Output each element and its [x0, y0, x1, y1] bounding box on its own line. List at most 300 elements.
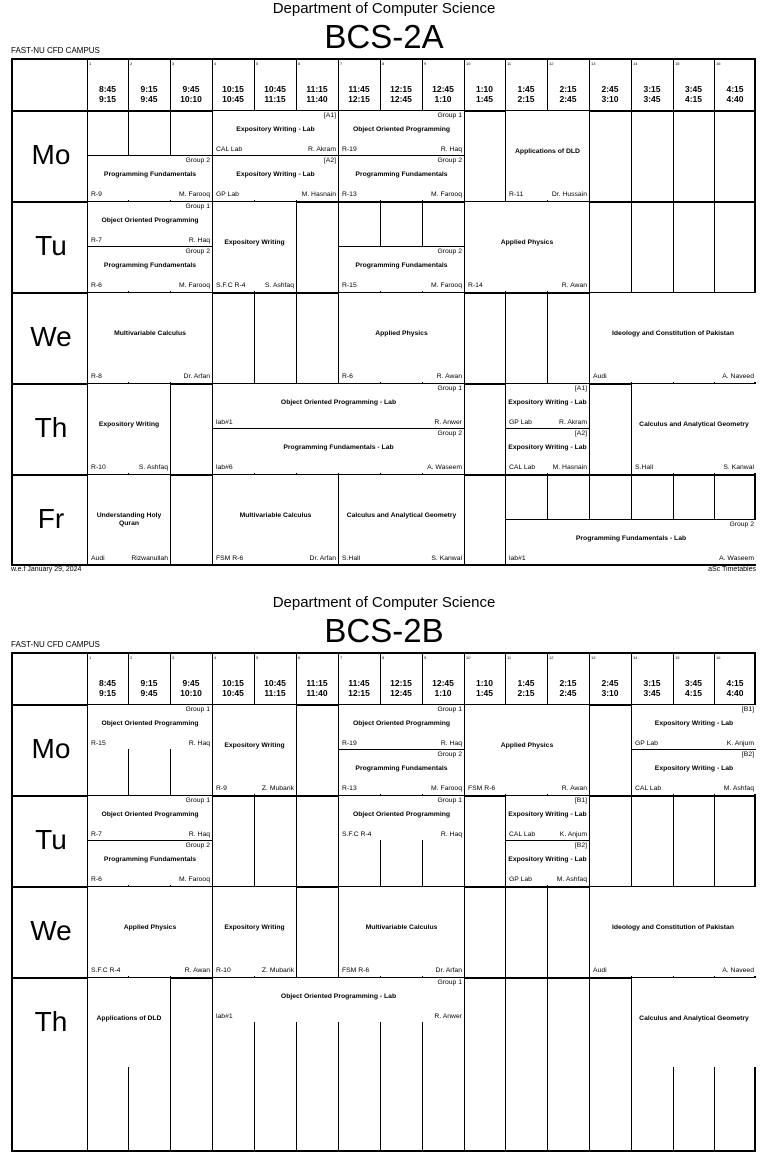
lesson-separator [88, 155, 212, 156]
grid-column-line [296, 654, 297, 1150]
lesson-subject: Ideology and Constitution of Pakistan [612, 924, 734, 931]
lesson-cell[interactable] [88, 978, 170, 1067]
lesson-cell[interactable] [506, 841, 589, 885]
lesson-group: [A1] [323, 112, 336, 119]
lesson-subject: Ideology and Constitution of Pakistan [612, 330, 734, 337]
class-title: BCS-2B [324, 612, 444, 649]
period-number: 12 [549, 655, 554, 660]
lesson-cell[interactable] [339, 750, 464, 794]
lesson-group: Group 2 [185, 842, 210, 849]
period-start: 4:15 [726, 84, 744, 94]
lesson-subject: Programming Fundamentals [103, 170, 197, 178]
lesson-teacher: S. Kanwal [431, 555, 462, 562]
lesson-cell[interactable] [590, 293, 756, 382]
lesson-room: R-7 [91, 831, 102, 838]
lesson-teacher: R. Anwer [434, 1013, 462, 1020]
lesson-subject: Calculus and Analytical Geometry [639, 1015, 749, 1022]
lesson-cell[interactable] [88, 475, 170, 564]
lesson-teacher: R. Awan [561, 785, 587, 792]
lesson-cell[interactable] [88, 156, 212, 200]
period-number: 6 [298, 61, 301, 66]
lesson-group: Group 1 [437, 112, 462, 119]
lesson-teacher: S. Ashfaq [138, 464, 168, 471]
lesson-subject: Expository Writing - Lab [508, 855, 587, 863]
period-number: 14 [633, 655, 638, 660]
period-start: 10:45 [264, 678, 286, 688]
period-start: 3:45 [684, 678, 702, 688]
lesson-room: GP Lab [509, 876, 532, 883]
lesson-cell[interactable] [88, 841, 212, 885]
lesson-subject: Object Oriented Programming [101, 216, 199, 224]
lesson-room: FSM R-6 [468, 785, 496, 792]
period-start: 9:15 [140, 678, 158, 688]
lesson-subject: Programming Fundamentals - Lab [575, 534, 687, 542]
lesson-teacher: K. Anjum [559, 831, 587, 838]
lesson-separator [339, 749, 464, 750]
lesson-cell[interactable] [339, 111, 464, 155]
department-title: Department of Computer Science [272, 0, 496, 17]
lesson-cell[interactable] [339, 475, 464, 564]
lesson-group: Group 1 [437, 706, 462, 713]
lesson-subject: Object Oriented Programming - Lab [280, 992, 397, 1000]
lesson-subject: Programming Fundamentals [355, 764, 448, 772]
lesson-cell[interactable] [506, 520, 756, 564]
lesson-cell[interactable] [339, 293, 464, 382]
lesson-cell[interactable] [88, 887, 212, 976]
lesson-teacher: R. Haq [188, 831, 210, 838]
lesson-room: lab#1 [216, 1013, 233, 1020]
period-number: 13 [591, 61, 596, 66]
lesson-teacher: Dr. Arfan [183, 373, 210, 380]
period-number: 6 [298, 655, 301, 660]
lesson-group: Group 1 [185, 203, 210, 210]
lesson-room: S.F.C R-4 [216, 282, 246, 289]
period-end: 2:15 [517, 688, 535, 698]
period-end: 1:45 [475, 688, 493, 698]
lesson-room: GP Lab [216, 191, 239, 198]
period-end: 12:45 [390, 688, 412, 698]
lesson-cell[interactable] [339, 156, 464, 200]
lesson-subject: Expository Writing - Lab [654, 719, 734, 727]
period-end: 11:40 [306, 94, 328, 104]
lesson-teacher: M. Hasnain [552, 464, 587, 471]
lesson-group: Group 2 [437, 430, 462, 437]
day-label: Mo [31, 732, 71, 764]
period-start: 10:45 [264, 84, 286, 94]
period-end: 3:10 [601, 94, 619, 104]
day-label: Mo [31, 138, 71, 170]
period-start: 2:45 [601, 678, 619, 688]
lesson-teacher: R. Anwer [434, 419, 462, 426]
lesson-separator [506, 840, 589, 841]
lesson-cell[interactable] [632, 705, 756, 749]
period-number: 5 [256, 61, 259, 66]
period-end: 12:45 [390, 94, 412, 104]
lesson-cell[interactable] [339, 796, 464, 840]
effective-date: w.e.f January 29, 2024 [11, 566, 82, 573]
lesson-room: R-15 [342, 282, 357, 289]
period-start: 8:45 [98, 84, 116, 94]
lesson-subject: Programming Fundamentals [355, 170, 448, 178]
lesson-teacher: Dr. Hussain [551, 191, 587, 198]
lesson-room: GP Lab [635, 740, 658, 747]
lesson-group: Group 1 [437, 979, 462, 986]
lesson-subject: Calculus and Analytical Geometry [346, 512, 457, 519]
lesson-separator [632, 749, 756, 750]
day-label: We [30, 914, 72, 946]
day-label: Fr [37, 502, 65, 534]
lesson-group: Group 2 [437, 248, 462, 255]
lesson-room: R-7 [91, 237, 102, 244]
lesson-cell[interactable] [339, 247, 464, 291]
grid-column-line [464, 60, 465, 564]
lesson-room: CAL Lab [509, 831, 536, 838]
lesson-group: Group 2 [437, 751, 462, 758]
lesson-group: Group 1 [437, 385, 462, 392]
lesson-subject: Programming Fundamentals [355, 261, 448, 269]
lesson-subject: Expository Writing - Lab [508, 810, 587, 818]
lesson-cell[interactable] [88, 384, 170, 473]
period-start: 1:10 [475, 678, 493, 688]
period-end: 9:45 [140, 688, 158, 698]
lesson-cell[interactable] [88, 293, 212, 382]
period-end: 12:15 [348, 688, 370, 698]
lesson-teacher: R. Haq [440, 831, 462, 838]
lesson-subject: Object Oriented Programming [352, 810, 451, 818]
period-end: 12:15 [348, 94, 370, 104]
period-number: 8 [382, 61, 385, 66]
lesson-room: FSM R-6 [342, 967, 370, 974]
lesson-cell[interactable] [213, 156, 338, 200]
lesson-cell[interactable] [506, 384, 589, 428]
period-end: 4:40 [726, 94, 744, 104]
lesson-cell[interactable] [465, 705, 589, 794]
lesson-room: R-8 [91, 373, 102, 380]
lesson-room: CAL Lab [635, 785, 662, 792]
lesson-cell[interactable] [213, 384, 464, 428]
lesson-cell[interactable] [88, 796, 212, 840]
period-start: 3:15 [643, 678, 661, 688]
period-start: 9:45 [182, 84, 200, 94]
period-number: 15 [675, 61, 680, 66]
period-start: 10:15 [222, 84, 244, 94]
lesson-group: Group 1 [185, 706, 210, 713]
period-number: 3 [172, 61, 175, 66]
lesson-teacher: R. Haq [440, 740, 462, 747]
period-end: 2:45 [559, 94, 577, 104]
lesson-teacher: S. Ashfaq [264, 282, 294, 289]
lesson-room: S.F.C R-4 [342, 831, 372, 838]
period-end: 4:40 [726, 688, 744, 698]
lesson-subject: Understanding Holy Quran [96, 512, 162, 527]
lesson-cell[interactable] [506, 796, 589, 840]
lesson-group: [A1] [574, 385, 587, 392]
lesson-cell[interactable] [339, 887, 464, 976]
class-title: BCS-2A [324, 18, 444, 55]
lesson-room: GP Lab [509, 419, 532, 426]
lesson-subject: Applied Physics [375, 330, 428, 337]
period-number: 10 [466, 655, 471, 660]
period-number: 2 [130, 655, 133, 660]
period-start: 1:45 [517, 84, 535, 94]
lesson-room: R-6 [91, 282, 102, 289]
lesson-room: Audi [91, 555, 105, 562]
lesson-teacher: M. Farooq [431, 191, 462, 198]
period-start: 11:15 [306, 678, 328, 688]
lesson-teacher: M. Ashfaq [723, 785, 754, 792]
period-end: 9:45 [140, 94, 158, 104]
lesson-teacher: S. Kanwal [723, 464, 754, 471]
lesson-cell[interactable] [506, 111, 589, 200]
lesson-subject: Object Oriented Programming [101, 810, 199, 818]
lesson-cell[interactable] [632, 384, 756, 473]
period-number: 11 [507, 655, 512, 660]
lesson-subject: Multivariable Calculus [114, 330, 186, 337]
lesson-subject: Calculus and Analytical Geometry [639, 421, 749, 428]
lesson-room: S.F.C R-4 [91, 967, 121, 974]
lesson-teacher: R. Awan [184, 967, 210, 974]
lesson-cell[interactable] [339, 705, 464, 749]
period-number: 5 [256, 655, 259, 660]
day-label: Tu [35, 229, 67, 261]
lesson-room: Audi [593, 967, 607, 974]
lesson-separator [88, 840, 212, 841]
lesson-subject: Expository Writing - Lab [654, 764, 734, 772]
lesson-teacher: R. Akram [308, 146, 336, 153]
lesson-group: [B1] [574, 797, 587, 804]
period-number: 1 [89, 655, 92, 660]
lesson-teacher: M. Farooq [179, 876, 210, 883]
lesson-subject: Expository Writing - Lab [508, 398, 587, 406]
period-end: 1:10 [434, 94, 452, 104]
lesson-room: Audi [593, 373, 607, 380]
period-end: 2:15 [517, 94, 535, 104]
lesson-cell[interactable] [213, 705, 296, 794]
period-number: 4 [214, 61, 217, 66]
lesson-room: S.Hall [635, 464, 654, 471]
lesson-subject: Expository Writing - Lab [236, 170, 315, 178]
day-label: Th [34, 411, 68, 443]
period-number: 9 [424, 61, 427, 66]
lesson-subject: Applied Physics [500, 239, 554, 246]
lesson-group: [A2] [574, 430, 587, 437]
period-number: 15 [675, 655, 680, 660]
lesson-subject: Multivariable Calculus [239, 512, 312, 519]
lesson-subject: Expository Writing [224, 924, 285, 931]
lesson-teacher: Dr. Arfan [309, 555, 336, 562]
lesson-room: R-19 [342, 146, 357, 153]
lesson-teacher: M. Farooq [431, 282, 462, 289]
lesson-group: Group 2 [185, 248, 210, 255]
lesson-teacher: R. Awan [436, 373, 462, 380]
period-start: 11:45 [348, 678, 370, 688]
period-number: 10 [466, 61, 471, 66]
lesson-room: CAL Lab [509, 464, 536, 471]
period-start: 2:15 [559, 84, 577, 94]
lesson-room: R-13 [342, 785, 357, 792]
lesson-cell[interactable] [213, 111, 338, 155]
lesson-subject: Object Oriented Programming [352, 125, 451, 133]
period-end: 11:15 [264, 688, 286, 698]
timetable-grid [11, 58, 756, 566]
lesson-separator [88, 246, 212, 247]
period-start: 9:15 [140, 84, 158, 94]
lesson-cell[interactable] [88, 705, 212, 749]
lesson-subject: Object Oriented Programming [352, 719, 451, 727]
lesson-subject: Object Oriented Programming - Lab [280, 398, 397, 406]
period-number: 16 [716, 655, 721, 660]
period-start: 12:45 [432, 678, 454, 688]
period-end: 3:45 [643, 94, 661, 104]
lesson-group: [A2] [323, 157, 336, 164]
lesson-teacher: M. Farooq [179, 282, 210, 289]
department-title: Department of Computer Science [272, 594, 496, 611]
period-number: 9 [424, 655, 427, 660]
period-number: 8 [382, 655, 385, 660]
lesson-room: FSM R-6 [216, 555, 244, 562]
period-end: 10:45 [222, 94, 244, 104]
lesson-teacher: A. Naveed [722, 373, 754, 380]
lesson-room: lab#1 [509, 555, 526, 562]
lesson-subject: Object Oriented Programming [101, 719, 199, 727]
period-number: 3 [172, 655, 175, 660]
day-label: Th [34, 1005, 68, 1037]
lesson-separator [506, 519, 756, 520]
lesson-teacher: R. Akram [559, 419, 587, 426]
lesson-cell[interactable] [88, 247, 212, 291]
period-end: 9:15 [98, 688, 116, 698]
period-end: 10:10 [180, 94, 202, 104]
lesson-room: R-14 [468, 282, 483, 289]
campus-label: FAST-NU CFD CAMPUS [11, 640, 100, 649]
lesson-group: [B1] [741, 706, 754, 713]
lesson-teacher: A. Waseem [427, 464, 462, 471]
period-end: 4:15 [684, 94, 702, 104]
lesson-teacher: Z. Mubarik [261, 785, 294, 792]
period-start: 9:45 [182, 678, 200, 688]
lesson-teacher: R. Haq [188, 740, 210, 747]
lesson-separator [339, 246, 464, 247]
lesson-cell[interactable] [213, 978, 464, 1022]
lesson-teacher: K. Anjum [726, 740, 754, 747]
lesson-cell[interactable] [632, 750, 756, 794]
lesson-cell[interactable] [213, 887, 296, 976]
lesson-subject: Expository Writing [224, 239, 285, 246]
lesson-subject: Programming Fundamentals - Lab [283, 443, 394, 451]
lesson-cell[interactable] [590, 887, 756, 976]
period-start: 8:45 [98, 678, 116, 688]
period-end: 1:45 [475, 94, 493, 104]
lesson-teacher: R. Awan [561, 282, 587, 289]
lesson-separator [506, 428, 589, 429]
period-number: 7 [340, 655, 343, 660]
period-end: 3:10 [601, 688, 619, 698]
generator-credit: aSc Timetables [708, 566, 756, 573]
lesson-cell[interactable] [213, 475, 338, 564]
lesson-cell[interactable] [506, 429, 589, 473]
period-start: 1:45 [517, 678, 535, 688]
lesson-room: CAL Lab [216, 146, 243, 153]
lesson-cell[interactable] [465, 202, 589, 291]
period-number: 1 [89, 61, 92, 66]
lesson-cell[interactable] [213, 202, 296, 291]
lesson-room: lab#1 [216, 419, 233, 426]
lesson-subject: Applications of DLD [96, 1015, 162, 1022]
lesson-teacher: M. Farooq [179, 191, 210, 198]
period-start: 2:45 [601, 84, 619, 94]
day-label: Tu [35, 823, 67, 855]
lesson-group: [B2] [574, 842, 587, 849]
period-start: 11:15 [306, 84, 328, 94]
period-start: 3:45 [684, 84, 702, 94]
lesson-subject: Applied Physics [123, 924, 177, 931]
lesson-room: R-10 [216, 967, 231, 974]
lesson-subject: Applications of DLD [515, 148, 580, 155]
lesson-room: R-19 [342, 740, 357, 747]
lesson-subject: Applied Physics [500, 742, 554, 749]
timetable-grid [11, 652, 756, 1152]
lesson-teacher: A. Waseem [719, 555, 754, 562]
lesson-teacher: Rizwanullah [131, 555, 168, 562]
lesson-teacher: Z. Mubarik [261, 967, 294, 974]
lesson-room: R-10 [91, 464, 106, 471]
lesson-subject: Multivariable Calculus [365, 924, 438, 931]
period-start: 3:15 [643, 84, 661, 94]
period-number: 7 [340, 61, 343, 66]
period-end: 3:45 [643, 688, 661, 698]
lesson-room: R-6 [342, 373, 353, 380]
lesson-subject: Expository Writing [98, 421, 160, 428]
lesson-group: Group 2 [729, 521, 754, 528]
period-number: 16 [716, 61, 721, 66]
lesson-room: R-15 [91, 740, 106, 747]
lesson-teacher: A. Naveed [722, 967, 754, 974]
period-start: 11:45 [348, 84, 370, 94]
campus-label: FAST-NU CFD CAMPUS [11, 46, 100, 55]
lesson-cell[interactable] [213, 429, 464, 473]
lesson-teacher: M. Hasnain [301, 191, 336, 198]
period-number: 12 [549, 61, 554, 66]
lesson-room: S.Hall [342, 555, 361, 562]
lesson-teacher: R. Haq [188, 237, 210, 244]
lesson-cell[interactable] [632, 978, 756, 1067]
period-start: 12:45 [432, 84, 454, 94]
period-end: 11:40 [306, 688, 328, 698]
lesson-teacher: R. Haq [440, 146, 462, 153]
period-number: 13 [591, 655, 596, 660]
period-end: 11:15 [264, 94, 286, 104]
lesson-group: [B2] [741, 751, 754, 758]
lesson-group: Group 2 [185, 157, 210, 164]
lesson-room: R-6 [91, 876, 102, 883]
period-end: 9:15 [98, 94, 116, 104]
lesson-subject: Programming Fundamentals [103, 261, 197, 269]
period-start: 10:15 [222, 678, 244, 688]
period-start: 1:10 [475, 84, 493, 94]
period-start: 2:15 [559, 678, 577, 688]
period-start: 4:15 [726, 678, 744, 688]
period-number: 11 [507, 61, 512, 66]
period-end: 1:10 [434, 688, 452, 698]
lesson-subject: Expository Writing - Lab [508, 443, 587, 451]
period-end: 10:45 [222, 688, 244, 698]
period-end: 10:10 [180, 688, 202, 698]
lesson-teacher: Dr. Arfan [435, 967, 462, 974]
lesson-cell[interactable] [88, 202, 212, 246]
lesson-room: R-9 [91, 191, 102, 198]
lesson-subject: Expository Writing - Lab [236, 125, 315, 133]
lesson-teacher: M. Ashfaq [556, 876, 587, 883]
